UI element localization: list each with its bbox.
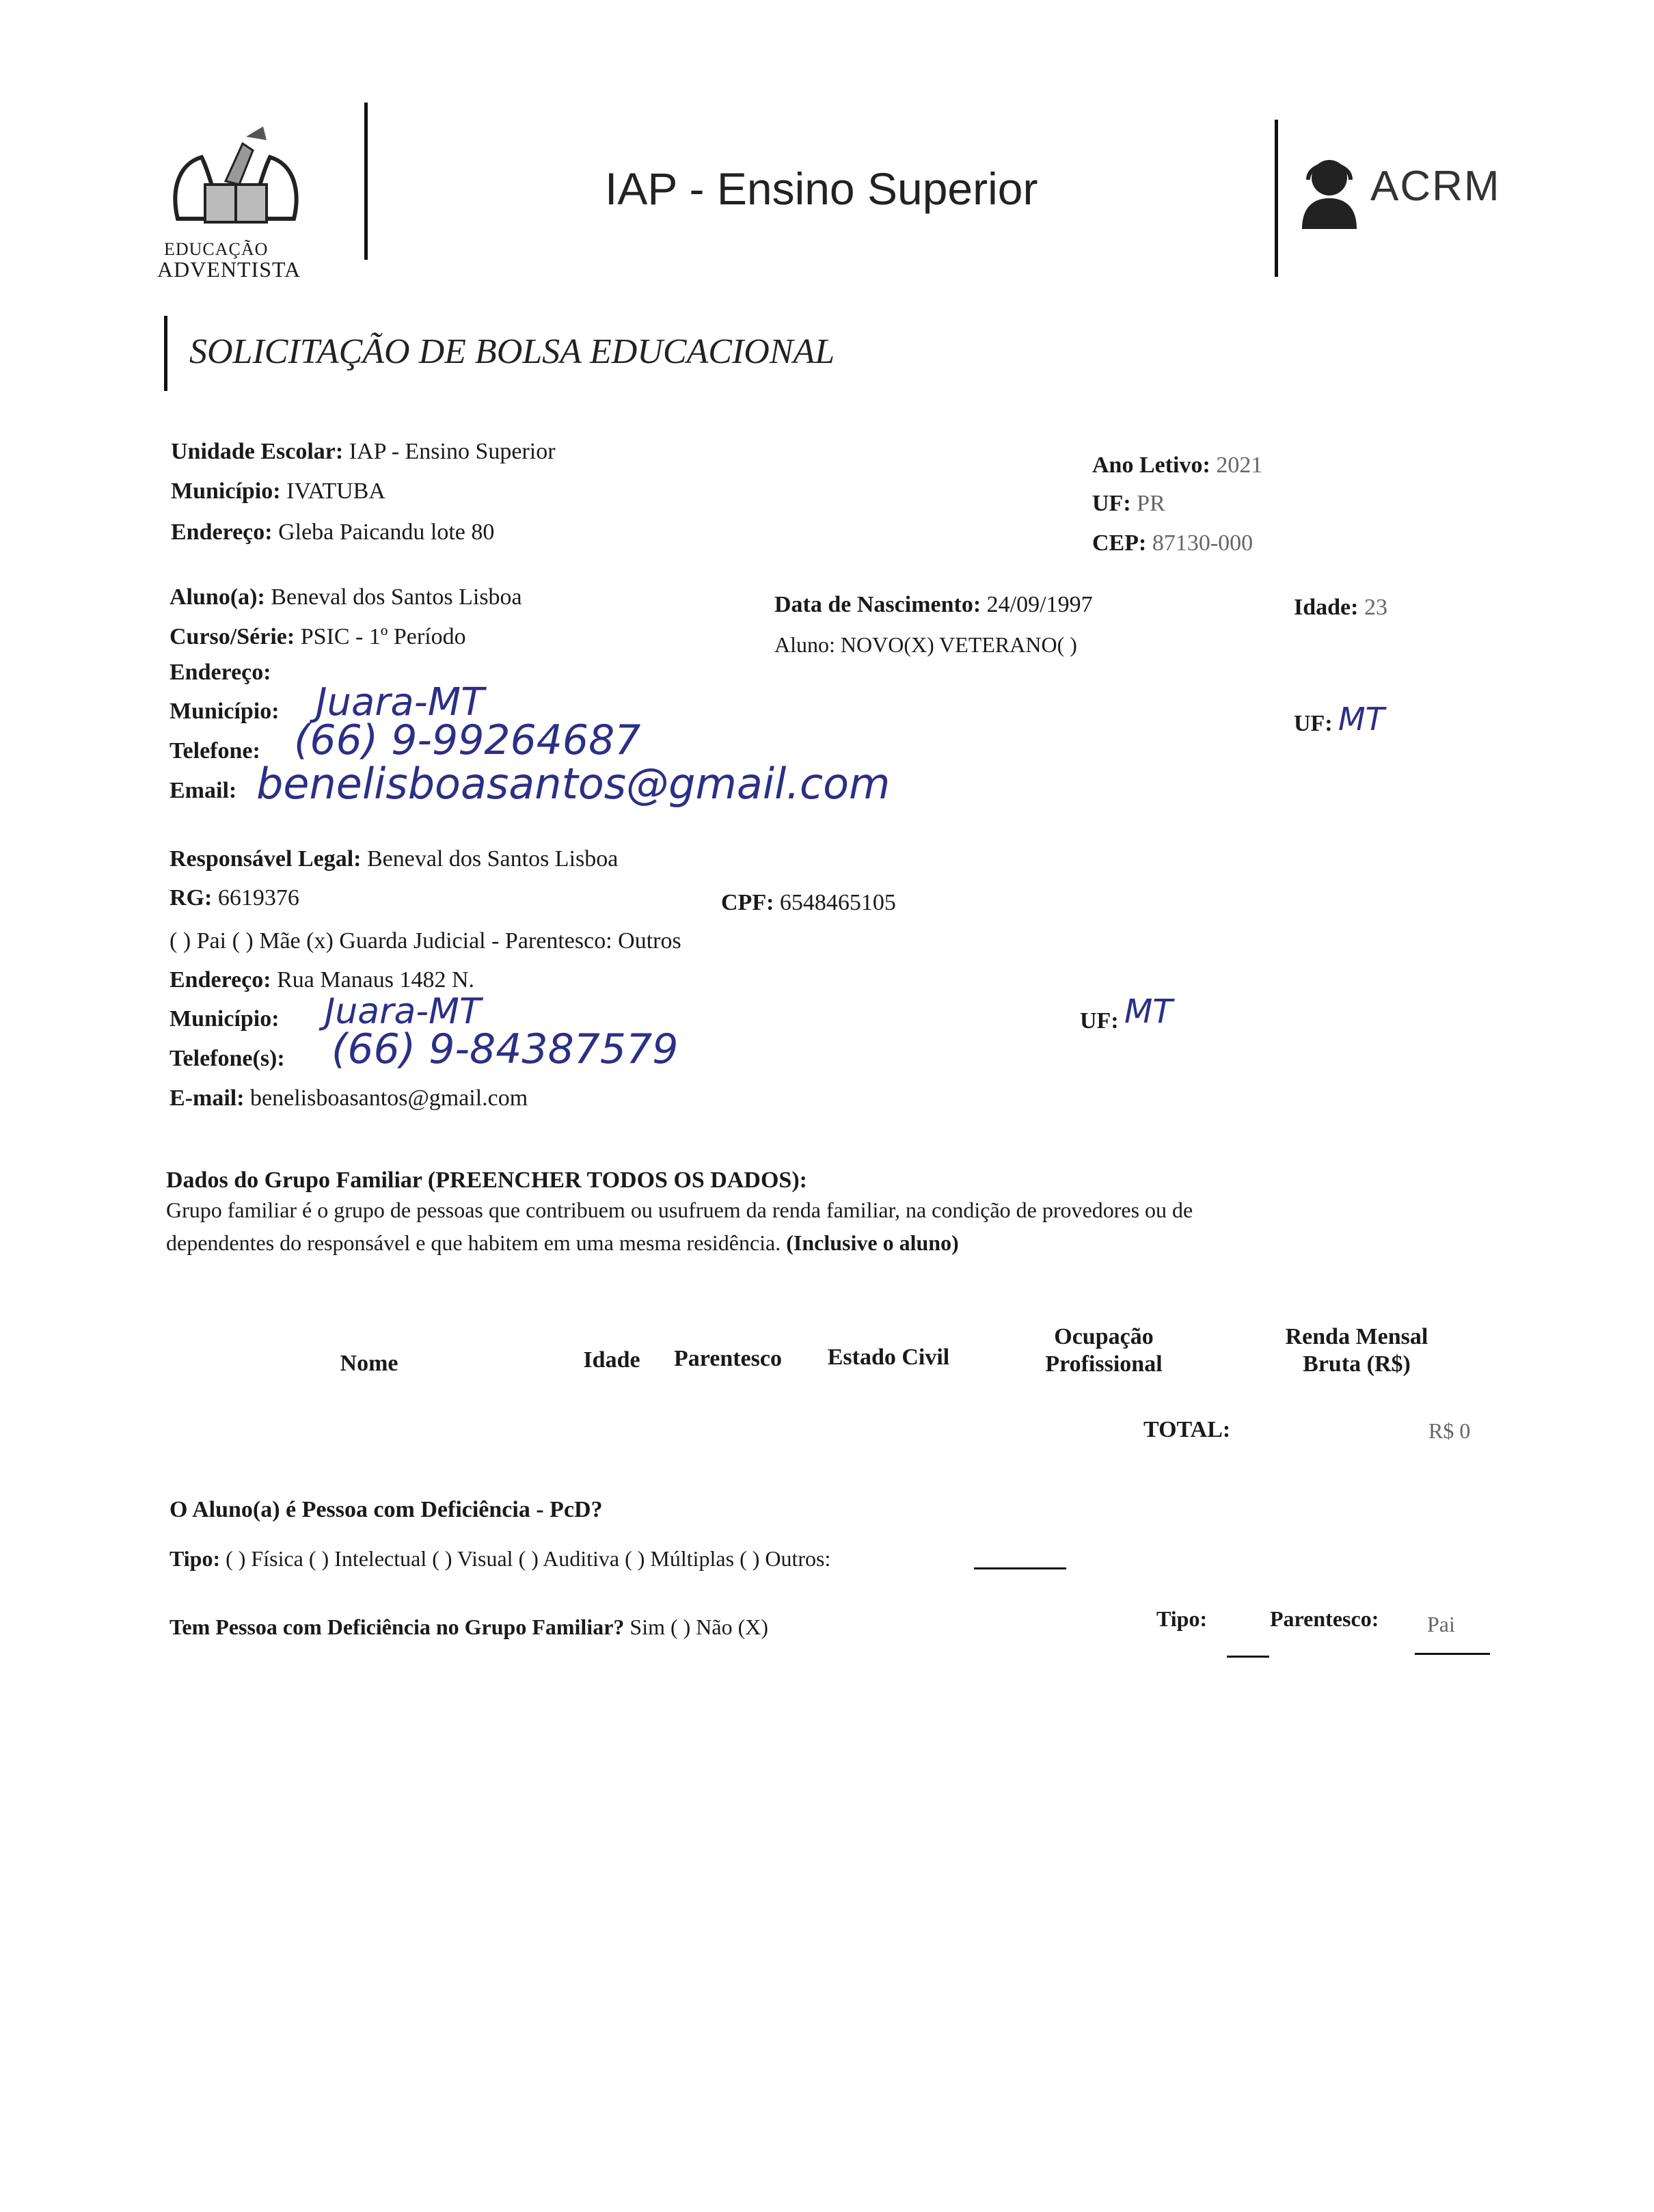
- student-uf-handwritten: MT: [1338, 701, 1385, 738]
- municipio-row: [171, 478, 385, 504]
- guardian-endereco-label: Endereço:: [170, 967, 271, 993]
- student-email-handwritten: benelisboasantos@gmail.com: [256, 759, 891, 809]
- ano-value: 2021: [1216, 453, 1263, 478]
- student-email-row: [170, 778, 236, 804]
- idade-row: [1294, 595, 1387, 621]
- student-uf-row: [1294, 711, 1333, 737]
- guardian-endereco-value: Rua Manaus 1482 N.: [277, 967, 475, 993]
- col-profissional: Profissional: [1045, 1351, 1163, 1377]
- pcd-outros-blank: [974, 1567, 1066, 1569]
- student-email-label: Email:: [170, 778, 237, 803]
- ano-label: Ano Letivo:: [1092, 453, 1210, 478]
- student-municipio-handwritten: Juara-MT: [316, 680, 485, 725]
- cpf-label: CPF:: [721, 890, 774, 915]
- aluno-row: [170, 584, 522, 610]
- resp-value: Beneval dos Santos Lisboa: [367, 846, 619, 872]
- aluno-value: Beneval dos Santos Lisboa: [271, 584, 522, 610]
- pcd-tipo2-label: Tipo:: [1156, 1606, 1208, 1631]
- idade-value: 23: [1364, 595, 1387, 620]
- total-label: TOTAL:: [1143, 1417, 1231, 1442]
- acrm-logo: [1299, 154, 1504, 236]
- guardian-municipio-handwritten: Juara-MT: [325, 991, 481, 1032]
- guardian-email-label: E-mail:: [170, 1085, 245, 1111]
- guardian-municipio-label: Município:: [170, 1006, 280, 1031]
- student-municipio-row: [170, 699, 280, 725]
- header-divider-left: [364, 103, 368, 260]
- endereco-row: [171, 520, 494, 545]
- cpf-row: [721, 890, 896, 916]
- curso-row: [170, 624, 466, 650]
- pcd-family-label: Tem Pessoa com Deficiência no Grupo Familiar?: [170, 1615, 625, 1639]
- cep-label: CEP:: [1092, 530, 1147, 556]
- nascimento-row: [774, 592, 1093, 618]
- logo-left-line2: ADVENTISTA: [157, 257, 301, 282]
- municipio-label: Município:: [171, 478, 281, 504]
- pcd-tipo-row: [170, 1546, 830, 1572]
- family-desc-bold: (Inclusive o aluno): [786, 1230, 959, 1255]
- uf-label: UF:: [1092, 491, 1131, 516]
- guardian-telefone-handwritten: (66) 9-84387579: [331, 1025, 679, 1073]
- endereco-value: Gleba Paicandu lote 80: [278, 520, 495, 545]
- nascimento-value: 24/09/1997: [986, 592, 1093, 617]
- student-telefone-label: Telefone:: [170, 738, 260, 764]
- guardian-uf-row: [1080, 1008, 1119, 1034]
- guardian-endereco-row: [170, 967, 474, 993]
- header-divider-right: [1275, 120, 1278, 277]
- uf-value: PR: [1137, 491, 1165, 516]
- student-uf-label: UF:: [1294, 711, 1333, 736]
- pcd-tipo2-blank: [1227, 1656, 1269, 1658]
- rg-row: [170, 885, 299, 911]
- nascimento-label: Data de Nascimento:: [774, 592, 981, 617]
- aluno-label: Aluno(a):: [170, 584, 265, 610]
- endereco-label: Endereço:: [171, 520, 273, 545]
- col-estado-civil: Estado Civil: [827, 1345, 950, 1370]
- unidade-label: Unidade Escolar:: [171, 439, 344, 464]
- hands-book-icon: [164, 123, 308, 246]
- unidade-row: [171, 439, 556, 465]
- col-ocupacao: Ocupação: [1054, 1324, 1154, 1349]
- logo-left-line1: EDUCAÇÃO: [164, 239, 269, 259]
- pcd-tipo-label: Tipo:: [170, 1546, 221, 1571]
- doc-title: SOLICITAÇÃO DE BOLSA EDUCACIONAL: [189, 332, 835, 371]
- parentesco-line: ( ) Pai ( ) Mãe (x) Guarda Judicial - Parentesco: Outros: [170, 928, 681, 954]
- curso-label: Curso/Série:: [170, 624, 295, 649]
- title-bar: [164, 316, 167, 391]
- cpf-value: 6548465105: [779, 890, 896, 915]
- user-headset-icon: [1299, 154, 1360, 229]
- cep-value: 87130-000: [1152, 530, 1253, 556]
- pcd-family-row: [170, 1615, 768, 1640]
- rg-value: 6619376: [217, 885, 299, 911]
- family-desc-line2-row: [166, 1230, 959, 1256]
- pcd-question: O Aluno(a) é Pessoa com Deficiência - PcD?: [170, 1497, 603, 1522]
- col-bruta: Bruta (R$): [1303, 1351, 1411, 1377]
- pcd-parentesco-value: Pai: [1427, 1612, 1455, 1636]
- uf-row: [1092, 491, 1165, 517]
- guardian-email-row: [170, 1085, 528, 1111]
- tipo-aluno: Aluno: NOVO(X) VETERANO( ): [774, 632, 1077, 657]
- curso-value: PSIC - 1º Período: [300, 624, 466, 649]
- header-title: IAP - Ensino Superior: [605, 163, 1038, 214]
- family-desc-line1: Grupo familiar é o grupo de pessoas que contribuem ou usufruem da renda familiar, na condição de provedores ou de: [166, 1198, 1193, 1222]
- col-idade: Idade: [583, 1347, 640, 1373]
- unidade-value: IAP - Ensino Superior: [349, 439, 556, 464]
- resp-label: Responsável Legal:: [170, 846, 362, 872]
- guardian-municipio-row: [170, 1006, 280, 1032]
- guardian-telefone-label: Telefone(s):: [170, 1046, 285, 1071]
- cep-row: [1092, 530, 1253, 556]
- pcd-parentesco-blank: [1415, 1653, 1490, 1655]
- pcd-family-options: Sim ( ) Não (X): [629, 1615, 769, 1639]
- total-value: R$ 0: [1428, 1418, 1471, 1443]
- resp-row: [170, 846, 618, 872]
- ano-row: [1092, 453, 1262, 478]
- col-parentesco: Parentesco: [674, 1346, 782, 1371]
- idade-label: Idade:: [1294, 595, 1359, 620]
- col-renda: Renda Mensal: [1285, 1324, 1428, 1349]
- guardian-uf-handwritten: MT: [1124, 993, 1173, 1031]
- col-nome: Nome: [340, 1351, 398, 1376]
- logo-right-text: ACRM: [1370, 163, 1501, 210]
- rg-label: RG:: [170, 885, 213, 911]
- student-endereco-label: Endereço:: [170, 660, 271, 685]
- guardian-email-value: benelisboasantos@gmail.com: [250, 1085, 528, 1111]
- family-desc-line2: dependentes do responsável e que habitem em uma mesma residência.: [166, 1230, 781, 1255]
- family-heading: Dados do Grupo Familiar (PREENCHER TODOS OS DADOS):: [166, 1168, 807, 1193]
- student-telefone-row: [170, 738, 260, 764]
- educacao-adventista-logo: [157, 123, 314, 287]
- pcd-tipo-options: ( ) Física ( ) Intelectual ( ) Visual ( ) Auditiva ( ) Múltiplas ( ) Outros:: [226, 1546, 831, 1571]
- municipio-value: IVATUBA: [286, 478, 385, 504]
- student-telefone-handwritten: (66) 9-99264687: [294, 716, 641, 764]
- guardian-uf-label: UF:: [1080, 1008, 1119, 1034]
- pcd-parentesco-label: Parentesco:: [1270, 1606, 1379, 1631]
- guardian-telefone-row: [170, 1046, 285, 1072]
- student-municipio-label: Município:: [170, 699, 280, 724]
